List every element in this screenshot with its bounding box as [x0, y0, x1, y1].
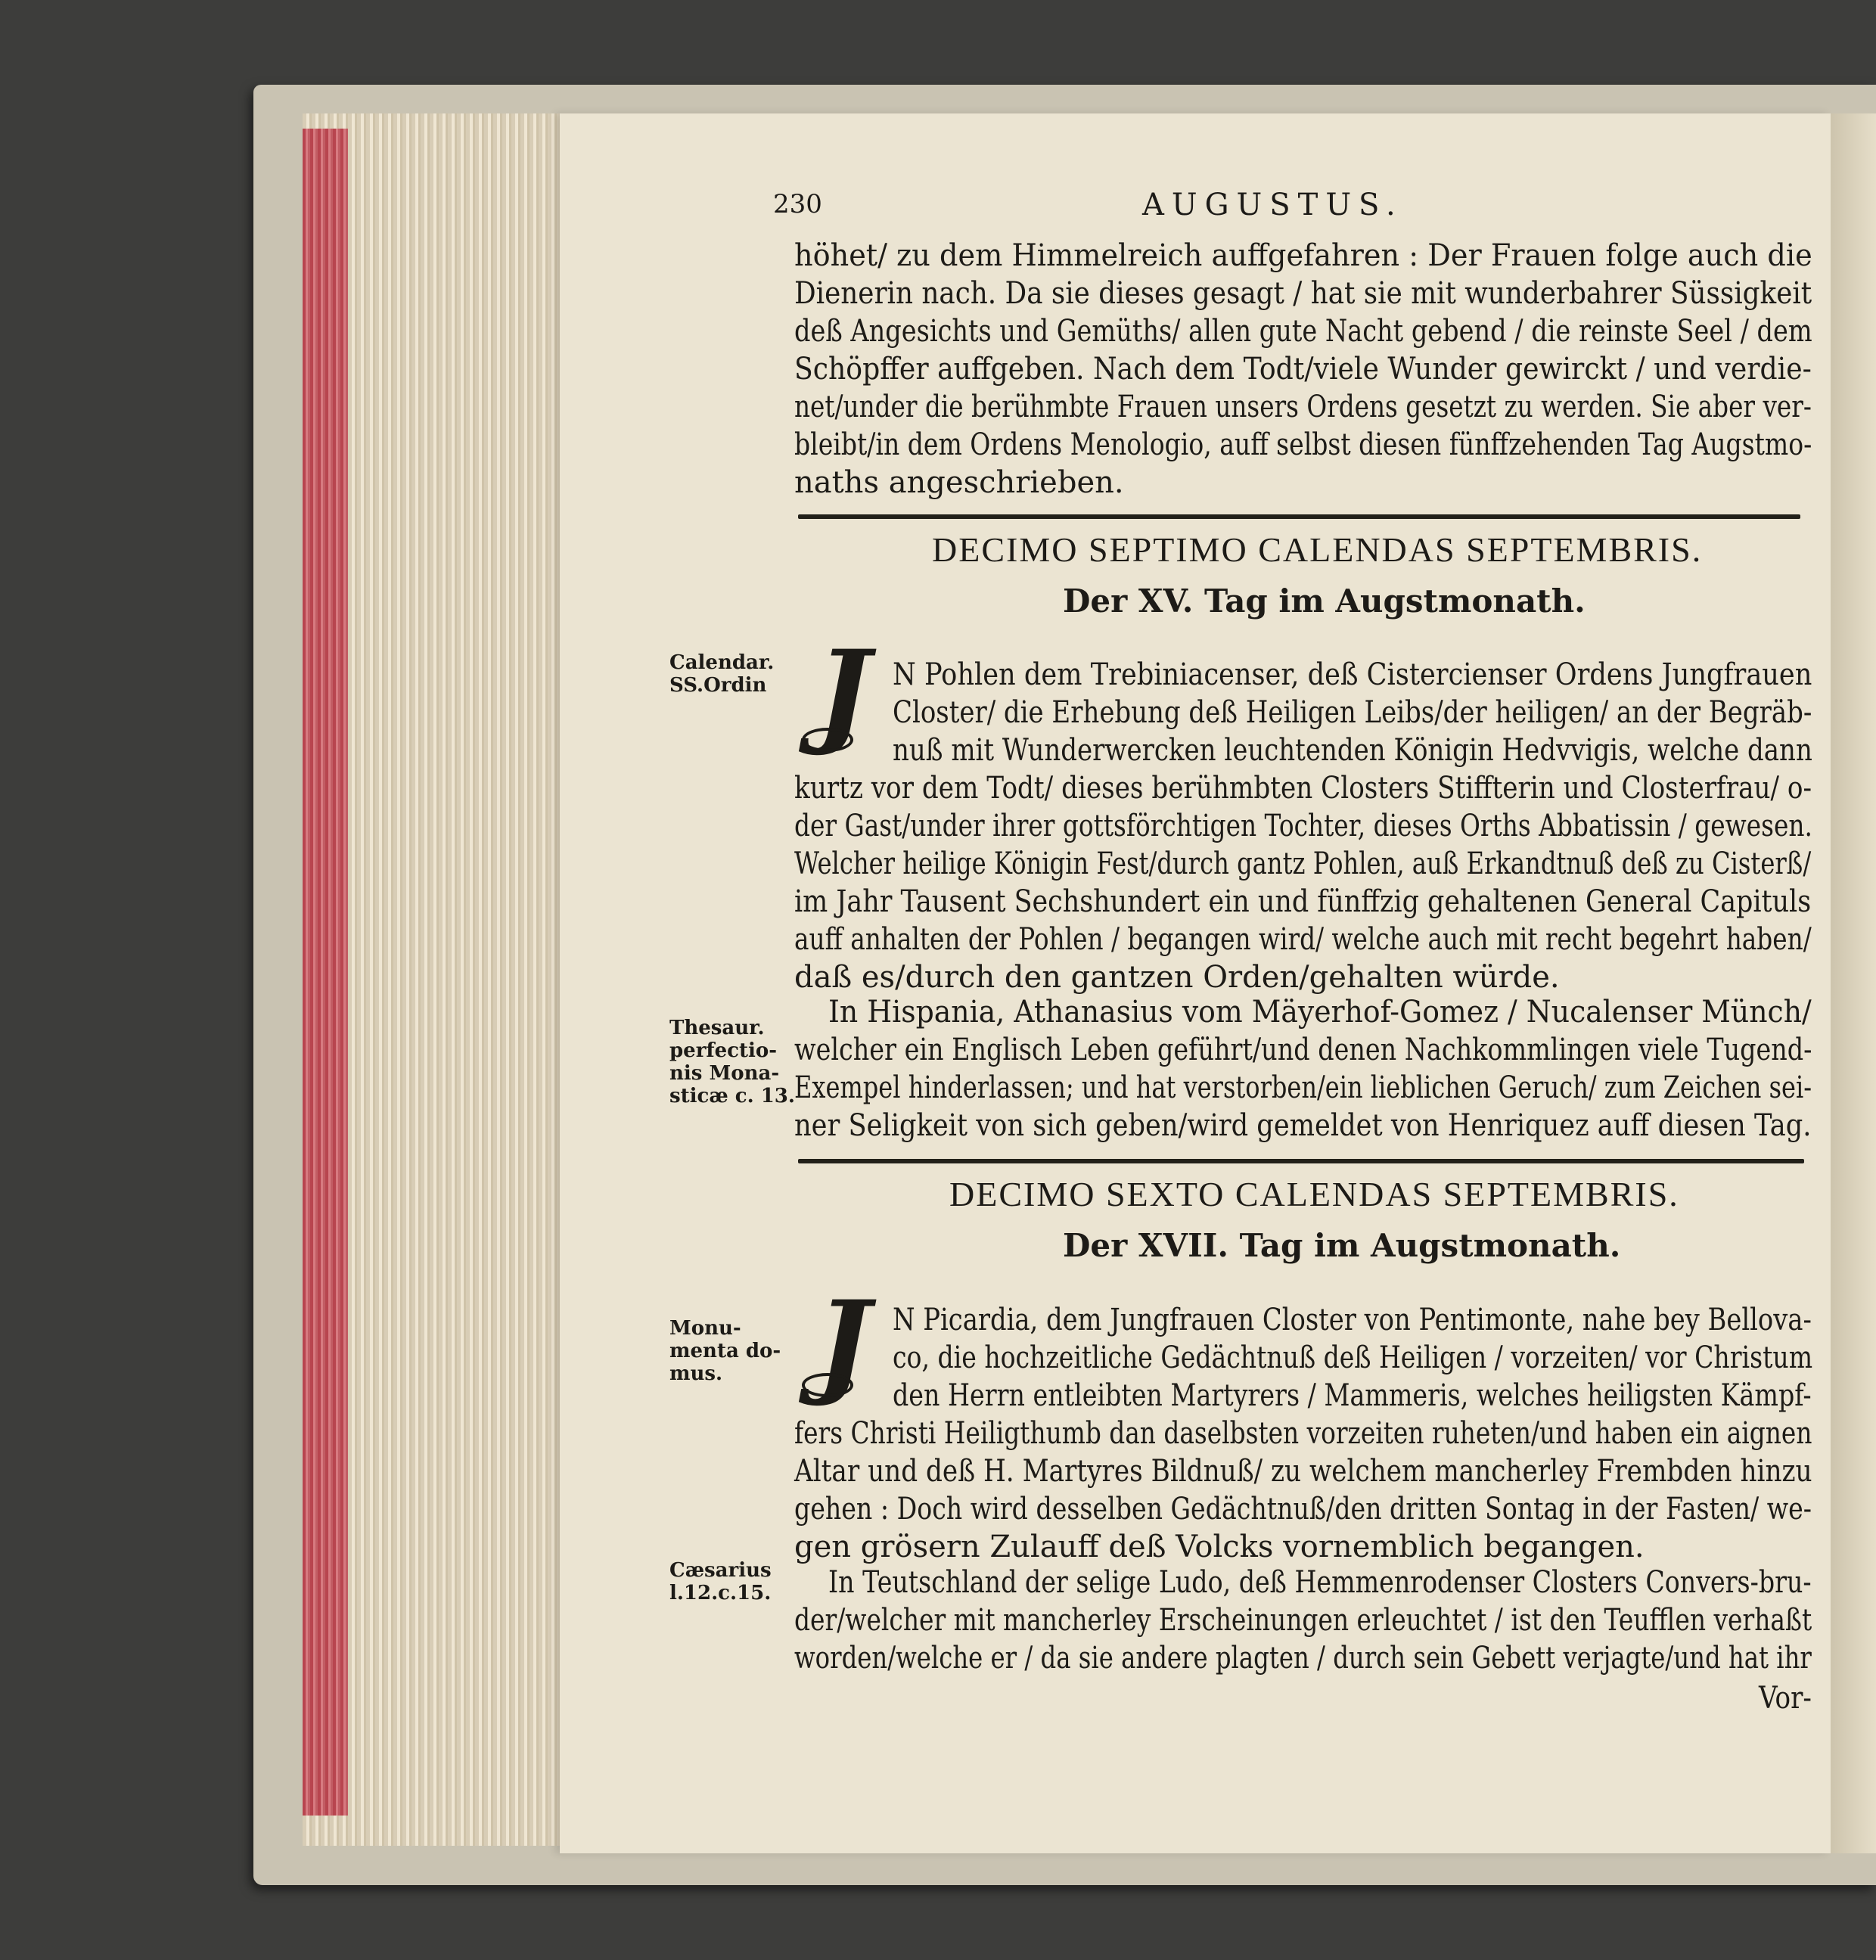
text-line: Welcher heilige Königin Fest/durch gantz Pohlen, auß Erkandtnuß deß zu Cisterß/	[794, 846, 1812, 881]
text-line: der Gast/under ihrer gottsförchtigen Tochter, dieses Orths Abbatissin / gewesen.	[794, 809, 1812, 843]
red-page-edges	[303, 129, 348, 1816]
page-gutter	[1831, 113, 1876, 1853]
text-line: ner Seligkeit von sich geben/wird gemeldet von Henriquez auff diesen Tag.	[794, 1108, 1812, 1143]
section-divider	[798, 1159, 1804, 1163]
margin-note	[669, 1318, 781, 1386]
margin-note-line: SS.Ordin	[669, 673, 767, 697]
text-line: Closter/ die Erhebung deß Heiligen Leibs/der heiligen/ an der Begräb-	[893, 695, 1812, 730]
margin-note-line: nis Mona-	[669, 1061, 780, 1085]
margin-note	[669, 652, 774, 697]
initial-flourish	[802, 728, 853, 752]
text-line: bleibt/in dem Ordens Menologio, auff selbst diesen fünffzehenden Tag Augstmo-	[794, 427, 1812, 462]
margin-note-line: Cæsarius	[669, 1559, 772, 1582]
margin-note	[669, 1560, 772, 1605]
text-line: Altar und deß H. Martyres Bildnuß/ zu welchem mancherley Frembden hinzu	[794, 1454, 1812, 1489]
decorated-initial: J	[816, 1276, 871, 1409]
margin-note-line: Calendar.	[669, 651, 775, 674]
text-line: In Teutschland der selige Ludo, deß Hemmenrodenser Closters Convers-bru-	[828, 1565, 1812, 1600]
text-line: nuß mit Wunderwercken leuchtenden Königin Hedvvigis, welche dann	[893, 733, 1812, 768]
section-heading: DECIMO SEPTIMO CALENDAS SEPTEMBRIS.	[932, 530, 1703, 569]
text-line: co, die hochzeitliche Gedächtnuß deß Heiligen / vorzeiten/ vor Christum	[893, 1340, 1813, 1375]
margin-note	[669, 1017, 795, 1108]
margin-note-line: mus.	[669, 1362, 723, 1385]
decorated-initial: J	[816, 626, 871, 759]
catchword: Vor-	[1759, 1681, 1812, 1716]
initial-flourish	[802, 1373, 853, 1397]
text-line: N Pohlen dem Trebiniacenser, deß Cistercienser Ordens Jungfrauen	[893, 657, 1812, 692]
section-divider	[798, 514, 1800, 519]
text-line: kurtz vor dem Todt/ dieses berühmbten Closters Stiffterin und Closterfrau/ o-	[794, 771, 1812, 806]
text-line: gen grösern Zulauff deß Volcks vornemblich begangen.	[794, 1530, 1645, 1564]
margin-note-line: menta do-	[669, 1339, 781, 1362]
text-line: Dienerin nach. Da sie dieses gesagt / hat sie mit wunderbahrer Süssigkeit	[794, 276, 1812, 311]
margin-note-line: perfectio-	[669, 1039, 777, 1062]
text-line: fers Christi Heiligthumb dan daselbsten vorzeiten ruheten/und haben ein aignen	[794, 1416, 1812, 1451]
text-line: den Herrn entleibten Martyrers / Mammeris, welches heiligsten Kämpf-	[893, 1378, 1812, 1413]
text-line: naths angeschrieben.	[794, 465, 1124, 500]
text-line: auff anhalten der Pohlen / begangen wird/ welche auch mit recht begehrt haben/	[794, 922, 1812, 957]
margin-note-line: sticæ c. 13.	[669, 1084, 795, 1107]
margin-note-line: Thesaur.	[669, 1017, 765, 1039]
text-line: welcher ein Englisch Leben geführt/und denen Nachkommlingen viele Tugend-	[794, 1033, 1812, 1067]
text-line: net/under die berühmbte Frauen unsers Ordens gesetzt zu werden. Sie aber ver-	[794, 390, 1812, 424]
text-line: im Jahr Tausent Sechshundert ein und fünffzig gehaltenen General Capituls	[794, 884, 1812, 919]
section-subheading: Der XV. Tag im Augstmonath.	[1063, 582, 1586, 620]
text-line: Exempel hinderlassen; und hat verstorben/ein lieblichen Geruch/ zum Zeichen sei-	[794, 1070, 1812, 1105]
running-head: AUGUSTUS.	[1142, 188, 1403, 222]
text-line: In Hispania, Athanasius vom Mäyerhof-Gomez / Nucalenser Münch/	[828, 995, 1812, 1030]
text-line: daß es/durch den gantzen Orden/gehalten würde.	[794, 960, 1560, 995]
text-line: worden/welche er / da sie andere plagten / durch sein Gebett verjagte/und hat ihr	[794, 1641, 1812, 1676]
page-number: 230	[773, 189, 822, 219]
text-line: N Picardia, dem Jungfrauen Closter von Pentimonte, nahe bey Bellova-	[893, 1303, 1812, 1337]
text-line: Schöpffer auffgeben. Nach dem Todt/viele Wunder gewirckt / und verdie-	[794, 352, 1812, 387]
text-line: der/welcher mit mancherley Erscheinungen erleuchtet / ist den Teufflen verhaßt	[794, 1603, 1812, 1638]
text-line: deß Angesichts und Gemüths/ allen gute Nacht gebend / die reinste Seel / dem	[794, 314, 1812, 349]
margin-note-line: Monu-	[669, 1317, 741, 1340]
section-heading: DECIMO SEXTO CALENDAS SEPTEMBRIS.	[949, 1175, 1679, 1213]
margin-note-line: l.12.c.15.	[669, 1581, 772, 1604]
section-subheading: Der XVII. Tag im Augstmonath.	[1063, 1227, 1621, 1264]
text-line: höhet/ zu dem Himmelreich auffgefahren : Der Frauen folge auch die	[794, 238, 1812, 273]
text-line: gehen : Doch wird desselben Gedächtnuß/den dritten Sontag in der Fasten/ we-	[794, 1492, 1812, 1527]
